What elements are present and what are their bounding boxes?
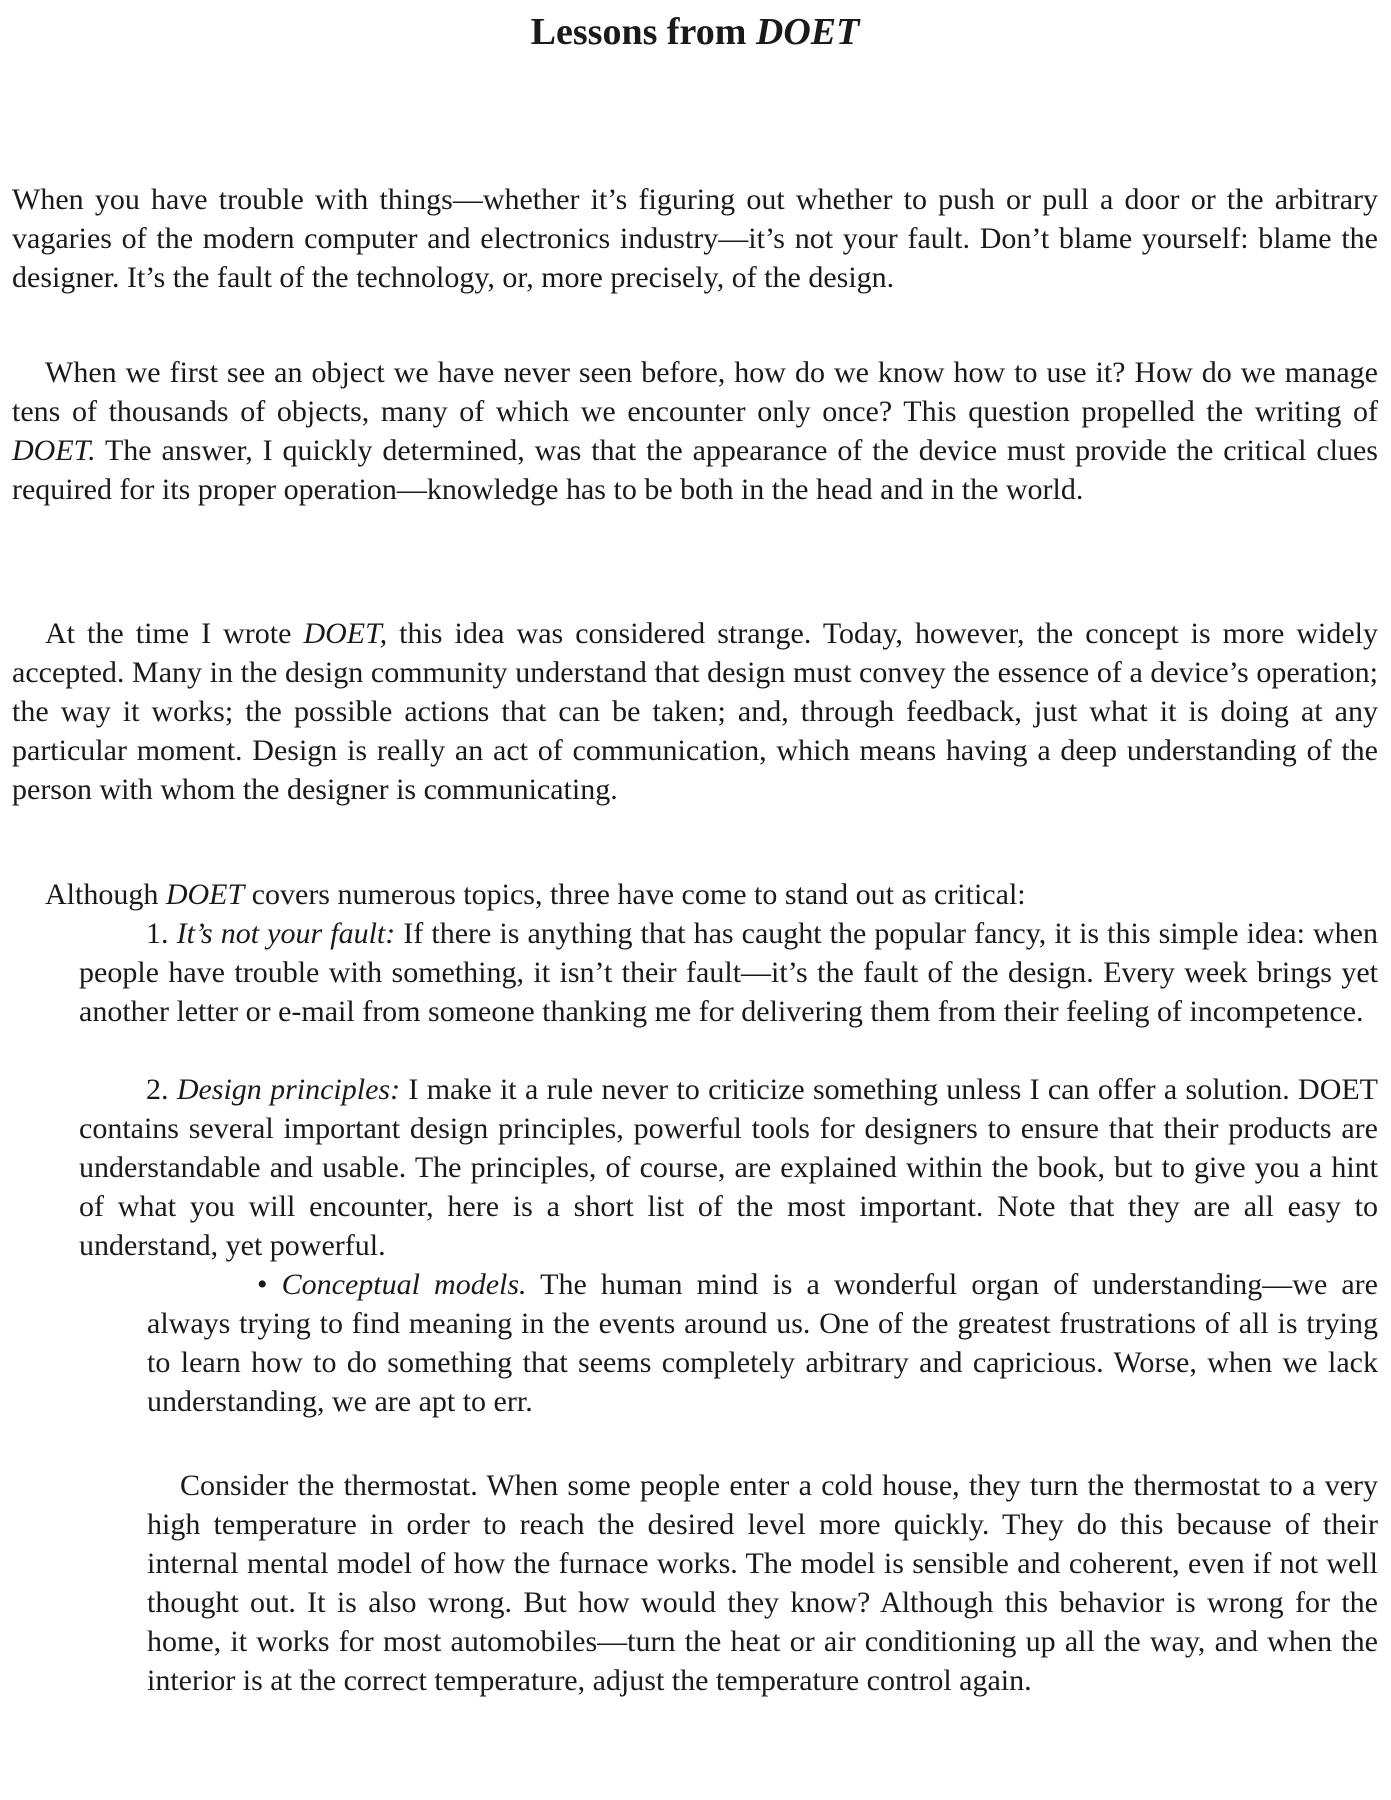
list-item-2-heading: Design principles: [176, 1073, 401, 1106]
paragraph-4 [12, 875, 1378, 914]
paragraph-3-after: this idea was considered strange. Today, however, the concept is more widely accepted. Many in the design community understand that design must convey the essence of a device’s operation; the way it works; the possible actions that can be taken; and, through feedback, just what it is doing at any particular moment. Design is really an act of communication, which means having a deep understanding of the person with whom the designer is communicating. [12, 617, 1378, 806]
page-title [12, 8, 1378, 56]
paragraph-3 [12, 614, 1378, 809]
paragraph-2 [12, 353, 1378, 509]
bullet-body: The human mind is a wonderful organ of understanding—we are always trying to find meaning in the events around us. One of the greatest frustrations of all is trying to learn how to do something that seems completely arbitrary and capricious. Worse, when we lack understanding, we are apt to err. [147, 1268, 1378, 1418]
paragraph-3-text [12, 614, 1378, 809]
paragraph-3-before: At the time I wrote [45, 617, 304, 650]
paragraph-1 [12, 180, 1378, 297]
bullet-heading: Conceptual models. [281, 1268, 527, 1301]
list-item-2 [79, 1070, 1378, 1265]
paragraph-4-emphasis: DOET [165, 878, 245, 911]
title-emphasis: DOET [755, 11, 860, 53]
paragraph-5-text: Consider the thermostat. When some people enter a cold house, they turn the thermostat to a very high temperature in order to reach the desired level more quickly. They do this because of their internal mental model of how the furnace works. The model is sensible and coherent, even if not well thought out. It is also wrong. But how would they know? Although this behavior is wrong for the home, it works for most automobiles—turn the heat or air conditioning up all the way, and when the interior is at the correct temperature, adjust the temperature control again. [147, 1469, 1378, 1697]
bullet-marker: • [257, 1268, 282, 1301]
list-item-2-body: I make it a rule never to criticize something unless I can offer a solution. DOET contains several important design principles, powerful tools for designers to ensure that their products are understandable and usable. The principles, of course, are explained within the book, but to give you a hint of what you will encounter, here is a short list of the most important. Note that they are all easy to understand, yet powerful. [79, 1073, 1379, 1262]
list-item-1-number: 1. [146, 917, 177, 950]
paragraph-5 [147, 1466, 1378, 1700]
paragraph-2-text [12, 353, 1378, 509]
paragraph-4-text [12, 875, 1378, 914]
list-item-1 [79, 914, 1378, 1031]
paragraph-2-before: When we first see an object we have never seen before, how do we know how to use it? How do we manage tens of thousands of objects, many of which we encounter only once? This question propelled the writing of [12, 356, 1378, 428]
list-item-2-text [79, 1070, 1378, 1265]
paragraph-2-emphasis: DOET. [12, 434, 96, 467]
list-item-1-heading: It’s not your fault: [176, 917, 396, 950]
paragraph-4-after: covers numerous topics, three have come to stand out as critical: [244, 878, 1026, 911]
bullet-item-conceptual-models [147, 1265, 1378, 1421]
list-item-2-number: 2. [146, 1073, 177, 1106]
paragraph-1-text: When you have trouble with things—whether it’s figuring out whether to push or pull a door or the arbitrary vagaries of the modern computer and electronics industry—it’s not your fault. Don’t blame yourself: blame the designer. It’s the fault of the technology, or, more precisely, of the design. [12, 183, 1378, 294]
list-item-1-text [79, 914, 1378, 1031]
bullet-item-text [147, 1265, 1378, 1421]
paragraph-2-after: The answer, I quickly determined, was that the appearance of the device must provide the critical clues required for its proper operation—knowledge has to be both in the head and in the world. [12, 434, 1378, 506]
paragraph-4-before: Although [45, 878, 166, 911]
list-item-1-body: If there is anything that has caught the popular fancy, it is this simple idea: when people have trouble with something, it isn’t their fault—it’s the fault of the design. Every week brings yet another letter or e-mail from someone thanking me for delivering them from their feeling of incompetence. [79, 917, 1378, 1028]
paragraph-3-emphasis: DOET, [303, 617, 388, 650]
title-prefix: Lessons from [530, 11, 756, 53]
